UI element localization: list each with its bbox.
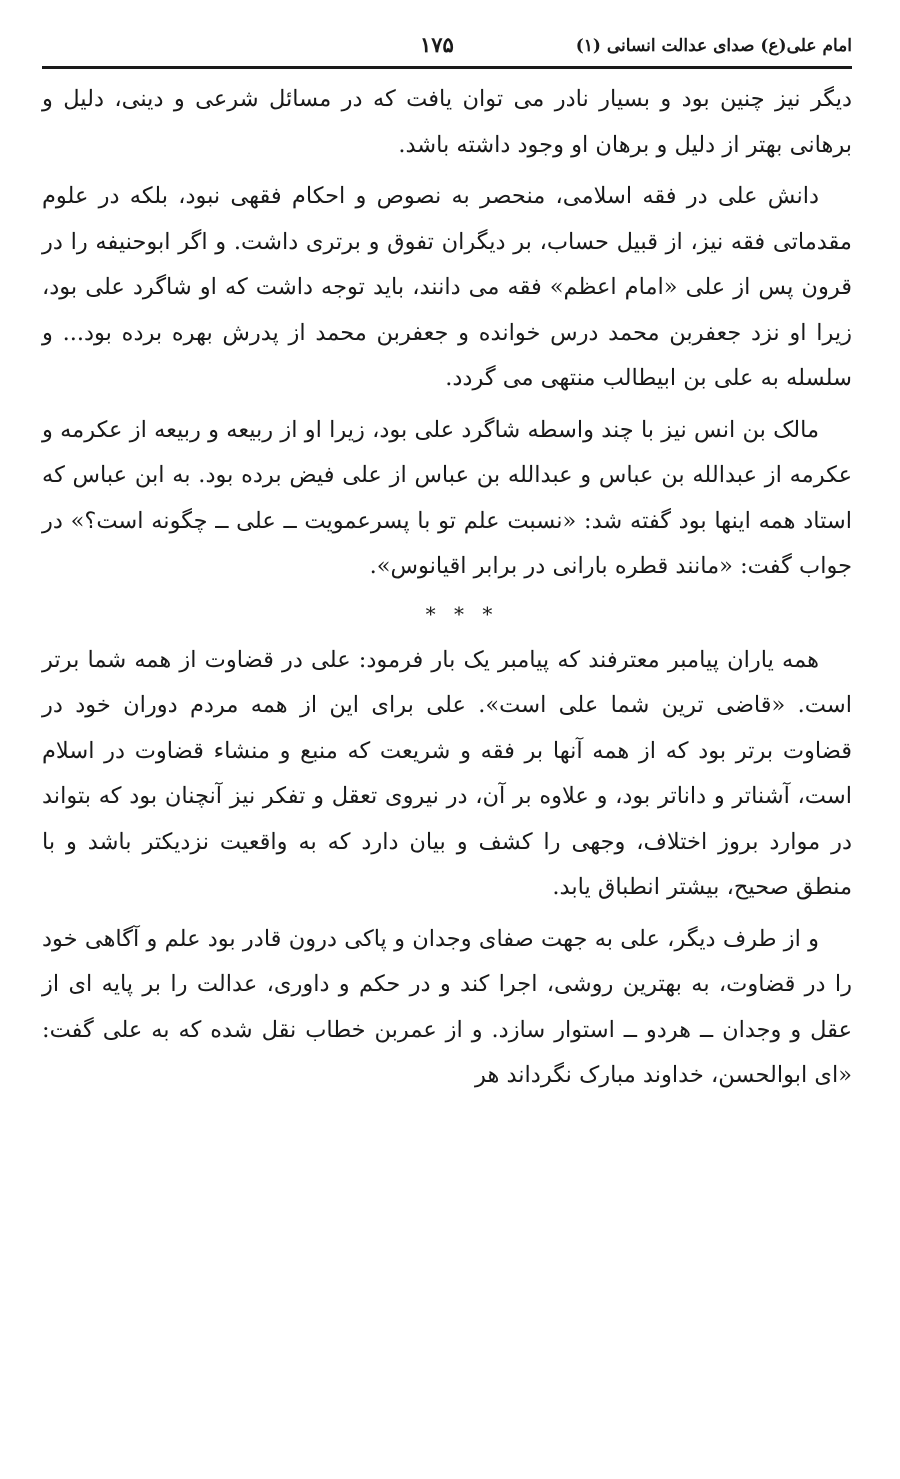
page-header [42,30,852,69]
body-text [42,77,852,1099]
paragraph-5: و از طرف دیگر، علی به جهت صفای وجدان و پاکی درون قادر بود علم و آگاهی خود را در قضاوت، به بهترین روشی، اجرا کند و در حکم و داوری، عدالت را بر پایه ای از عقل و وجدان ــ هردو ــ استوار سازد. و از عمربن خطاب نقل شده که به علی گفت: «ای ابوالحسن، خداوند مبارک نگرداند هر [42,925,852,1088]
paragraph-2: دانش علی در فقه اسلامی، منحصر به نصوص و احکام فقهی نبود، بلکه در علوم مقدماتی فقه نیز، از قبیل حساب، بر دیگران تفوق و برتری داشت. و اگر ابوحنیفه را در قرون پس از علی «امام اعظم» فقه می دانند، باید توجه داشت که او شاگرد علی بود، زیرا او نزد جعفربن محمد درس خوانده و جعفربن محمد از پدرش بهره برده بود... و سلسله به علی بن ابیطالب منتهی می گردد. [42,183,852,391]
section-separator: * * * [425,601,499,626]
book-page [42,30,852,1479]
paragraph-4: همه یاران پیامبر معترفند که پیامبر یک بار فرمود: علی در قضاوت از همه شما برتر است. «قاضی ترین شما علی است». علی برای این از همه مردم دوران خود در قضاوت برتر بود که از همه آنها بر فقه و شریعت که منبع و منشاء قضاوت در اسلام است، آشناتر و داناتر بود، و علاوه بر آن، در نیروی تعقل و تفکر نیز آنچنان بود که بتواند در موارد بروز اختلاف، وجهی را کشف و بیان دارد که به واقعیت نزدیکتر باشد و با منطق صحیح، بیشتر انطباق یابد. [42,646,852,900]
paragraph-3: مالک بن انس نیز با چند واسطه شاگرد علی بود، زیرا او از ربیعه و ربیعه از عکرمه و عکرمه از عبدالله بن عباس و عبدالله بن عباس از علی فیض برده بود. به ابن عباس که استاد همه اینها بود گفته شد: «نسبت علم تو با پسرعمویت ــ علی ــ چگونه است؟» در جواب گفت: «مانند قطره بارانی در برابر اقیانوس». [42,416,852,579]
page-number: ۱۷۵ [420,32,454,57]
paragraph-1: دیگر نیز چنین بود و بسیار نادر می توان یافت که در مسائل شرعی و دینی، دلیل و برهانی بهتر از دلیل و برهان او وجود داشته باشد. [42,86,852,158]
running-title: امام علی(ع) صدای عدالت انسانی (۱) [575,36,852,56]
